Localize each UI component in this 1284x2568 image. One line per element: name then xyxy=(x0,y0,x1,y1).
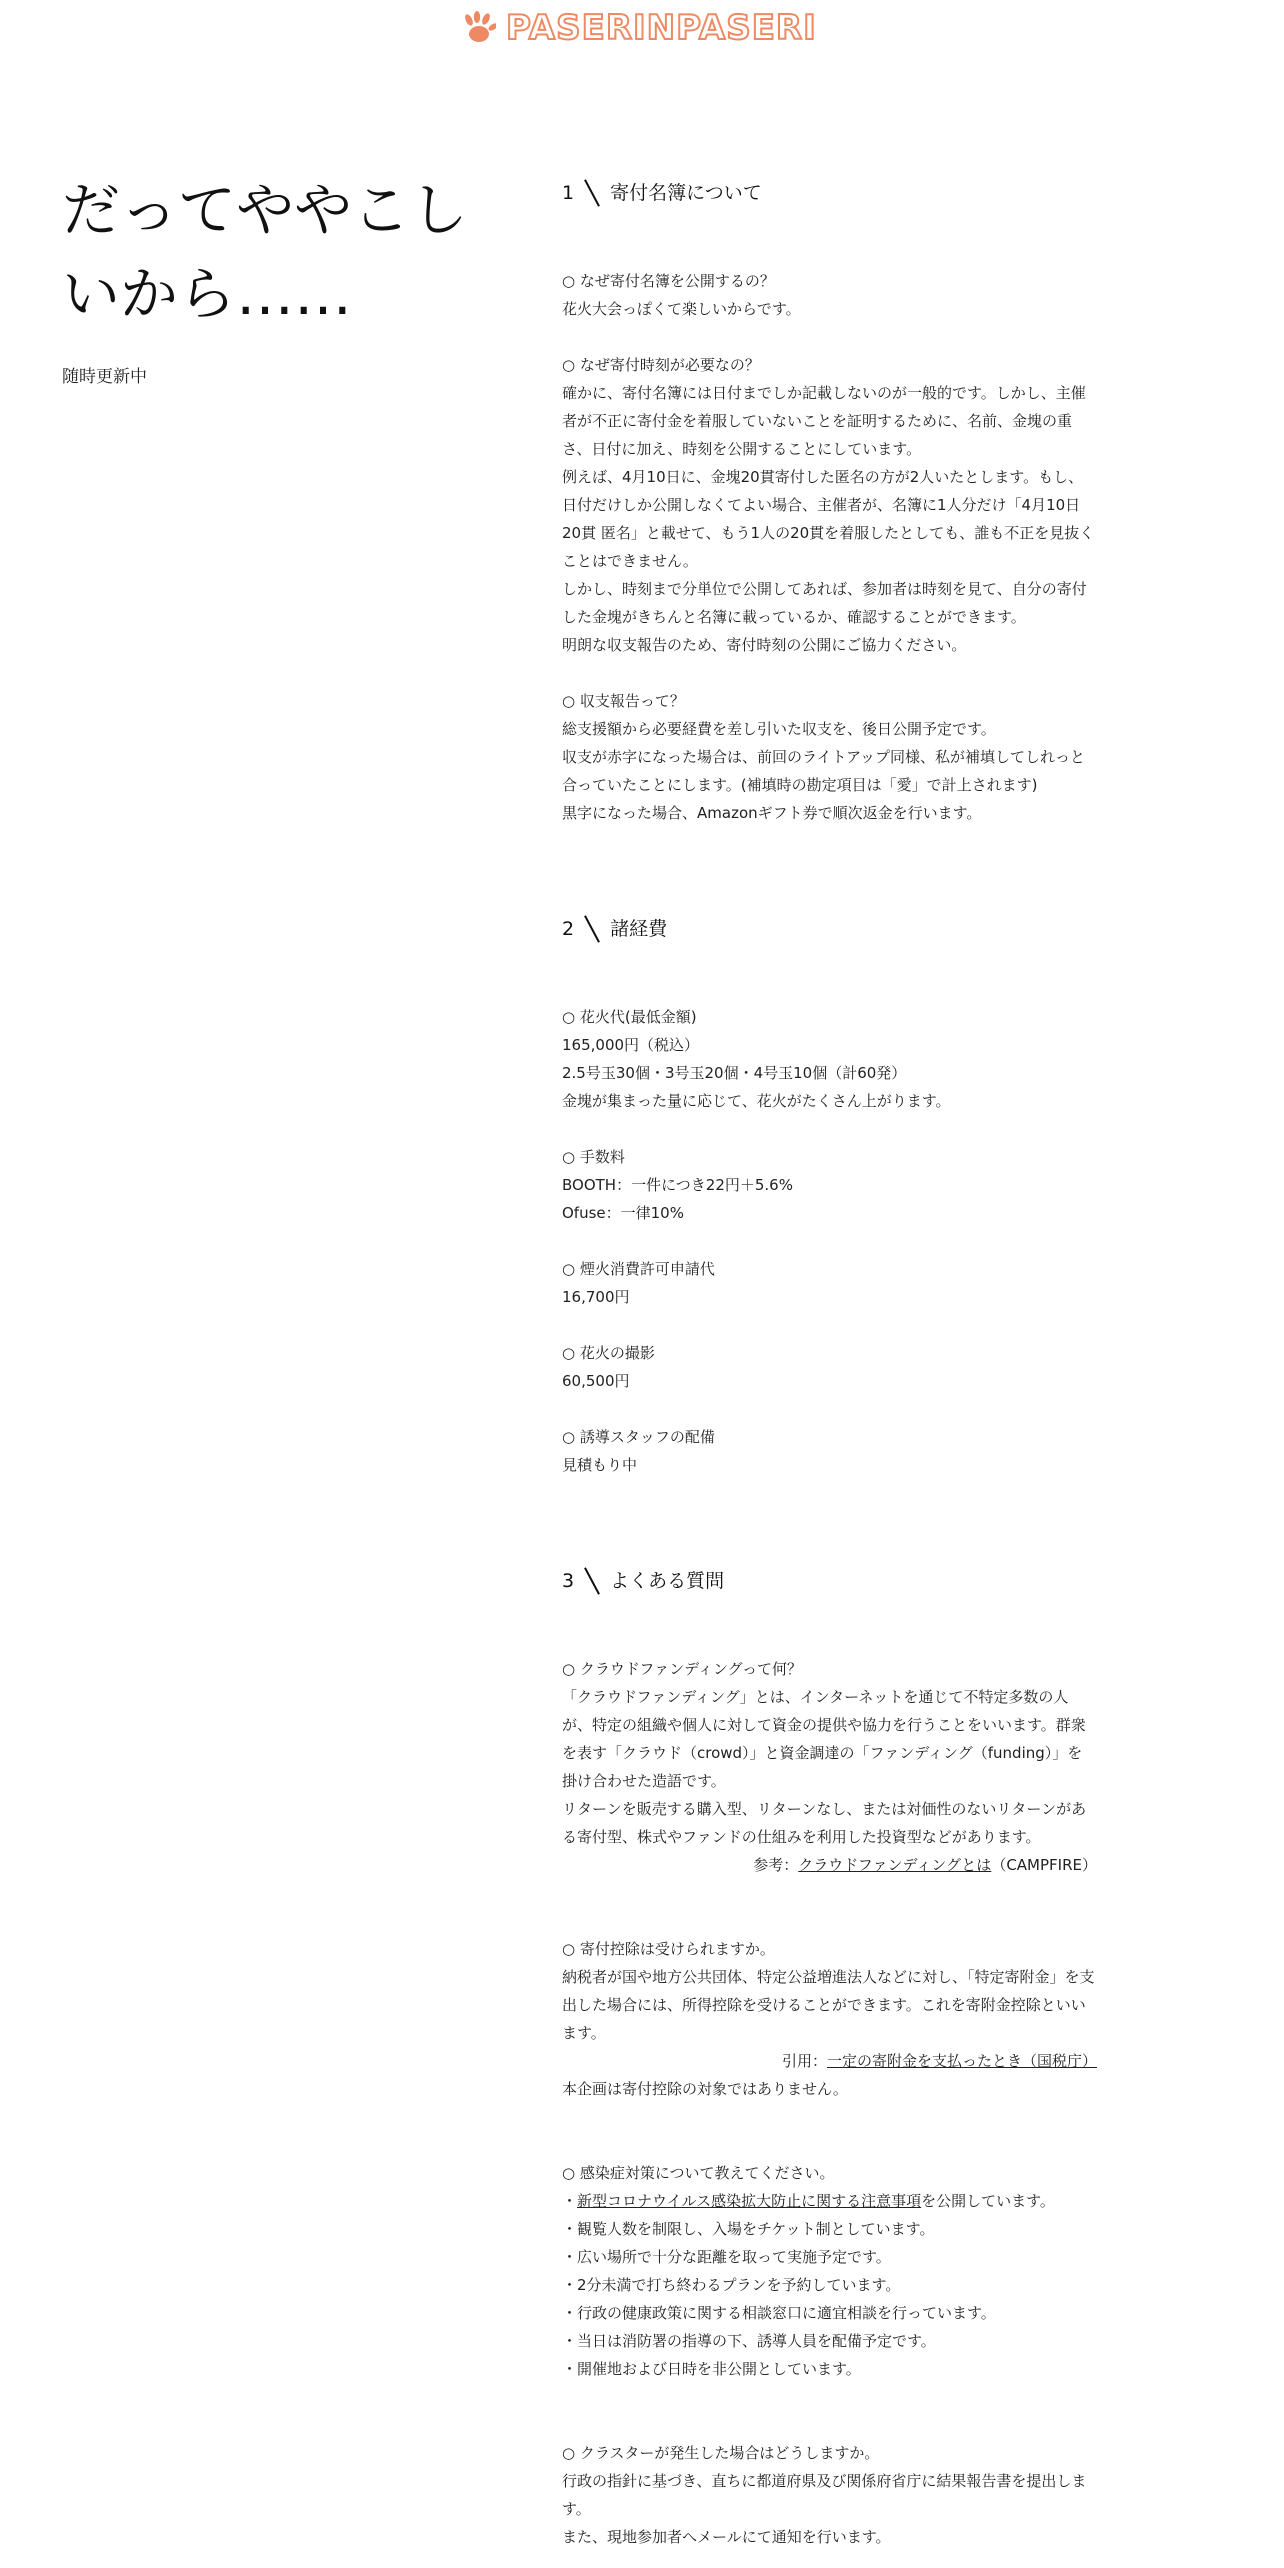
question: ○ 感染症対策について教えてください。 xyxy=(562,2164,835,2182)
section-heading-1 xyxy=(562,175,1097,211)
list-item: ・当日は消防署の指導の下、誘導人員を配備予定です。 xyxy=(562,2332,936,2350)
list-item: ・観覧人数を制限し、入場をチケット制としています。 xyxy=(562,2220,935,2238)
answer-text: 確かに、寄付名簿には日付までしか記載しないのが一般的です。しかし、主催者が不正に寄付金を着服していないことを証明するために、名前、金塊の重さ、日付に加え、時刻を公開することにしています。 xyxy=(562,384,1086,458)
section-number: 2 xyxy=(562,918,575,940)
list-item xyxy=(562,2187,1097,2215)
section-number: 1 xyxy=(562,182,575,204)
list-item: ・広い場所で十分な距離を取って実施予定です。 xyxy=(562,2248,891,2266)
slash-icon xyxy=(584,916,600,942)
expense-detail: 金塊が集まった量に応じて、花火がたくさん上がります。 xyxy=(562,1092,951,1110)
answer-text: しかし、時刻まで分単位で公開してあれば、参加者は時刻を見て、自分の寄付した金塊がきちんと名簿に載っているか、確認することができます。 xyxy=(562,580,1087,626)
section-title: 寄付名簿について xyxy=(610,182,762,204)
section-heading-3 xyxy=(562,1563,1097,1599)
answer-text: また、現地参加者へメールにて通知を行います。 xyxy=(562,2528,891,2546)
site-logo[interactable] xyxy=(462,8,817,48)
logo-text: PASERINPASERI xyxy=(506,8,817,48)
page-intro xyxy=(62,168,492,387)
slash-icon xyxy=(584,180,600,206)
expense-item: ○ 花火代(最低金額) xyxy=(562,1008,697,1026)
question: ○ 寄付控除は受けられますか。 xyxy=(562,1940,775,1958)
reference-line xyxy=(562,2047,1097,2075)
section-number: 3 xyxy=(562,1570,575,1592)
section-title: 諸経費 xyxy=(610,918,668,940)
reference-prefix: 引用： xyxy=(781,2052,827,2070)
expense-detail: Ofuse：一律10% xyxy=(562,1204,684,1222)
answer-text: 総支援額から必要経費を差し引いた収支を、後日公開予定です。 xyxy=(562,720,996,738)
expense-item: ○ 花火の撮影 xyxy=(562,1344,655,1362)
answer-text: 明朗な収支報告のため、寄付時刻の公開にご協力ください。 xyxy=(562,636,967,654)
covid-notice-link[interactable]: 新型コロナウイルス感染拡大防止に関する注意事項 xyxy=(577,2192,922,2210)
update-status: 随時更新中 xyxy=(62,367,147,387)
expense-item: ○ 手数料 xyxy=(562,1148,625,1166)
answer-text: 例えば、4月10日に、金塊20貫寄付した匿名の方が2人いたとします。もし、日付だけしか公開しなくてよい場合、主催者が、名簿に1人分だけ「4月10日 20貫 匿名」と載せて、もう1人の20貫を着服したとしても、誰も不正を見抜くことはできません。 xyxy=(562,468,1095,570)
question: ○ なぜ寄付名簿を公開するの？ xyxy=(562,272,775,290)
answer-text: 本企画は寄付控除の対象ではありません。 xyxy=(562,2080,848,2098)
expense-detail: BOOTH：一件につき22円＋5.6% xyxy=(562,1176,793,1194)
answer-text: 「クラウドファンディング」とは、インターネットを通じて不特定多数の人が、特定の組織や個人に対して資金の提供や協力を行うことをいいます。群衆を表す「クラウド（crowd）」と資金調達の「ファンディング（funding）」を掛け合わせた造語です。 xyxy=(562,1688,1086,1790)
expense-item: ○ 煙火消費許可申請代 xyxy=(562,1260,715,1278)
campfire-link[interactable]: クラウドファンディングとは xyxy=(798,1856,992,1874)
list-item-suffix: を公開しています。 xyxy=(921,2192,1055,2210)
list-item: ・2分未満で打ち終わるプランを予約しています。 xyxy=(562,2276,901,2294)
answer-text: 行政の指針に基づき、直ちに都道府県及び関係府省庁に結果報告書を提出します。 xyxy=(562,2472,1087,2518)
expense-detail: 60,500円 xyxy=(562,1372,630,1390)
list-item: ・行政の健康政策に関する相談窓口に適宜相談を行っています。 xyxy=(562,2304,996,2322)
reference-suffix: （CAMPFIRE） xyxy=(991,1856,1097,1874)
slash-icon xyxy=(584,1568,600,1594)
section-title: よくある質問 xyxy=(610,1570,725,1592)
expense-detail: 165,000円（税込） xyxy=(562,1036,700,1054)
reference-line xyxy=(562,1851,1097,1879)
section-heading-2 xyxy=(562,911,1097,947)
answer-text: 黒字になった場合、Amazonギフト券で順次返金を行います。 xyxy=(562,804,982,822)
reference-prefix: 参考： xyxy=(753,1856,799,1874)
site-header xyxy=(0,8,1284,48)
expense-item: ○ 誘導スタッフの配備 xyxy=(562,1428,715,1446)
answer-text: 納税者が国や地方公共団体、特定公益増進法人などに対し、「特定寄附金」を支出した場合には、所得控除を受けることができます。これを寄附金控除といいます。 xyxy=(562,1968,1095,2042)
hand-icon xyxy=(462,11,496,45)
list-item: ・開催地および日時を非公開としています。 xyxy=(562,2360,861,2378)
answer-text: 収支が赤字になった場合は、前回のライトアップ同様、私が補填してしれっと合っていたことにします。(補填時の勘定項目は「愛」で計上されます) xyxy=(562,748,1086,794)
question: ○ 収支報告って？ xyxy=(562,692,685,710)
nta-link[interactable]: 一定の寄附金を支払ったとき（国税庁） xyxy=(826,2052,1097,2070)
expense-detail: 見積もり中 xyxy=(562,1456,638,1474)
expense-detail: 2.5号玉30個・3号玉20個・4号玉10個（計60発） xyxy=(562,1064,907,1082)
main-content xyxy=(562,175,1097,2551)
bullet: ・ xyxy=(562,2192,578,2210)
answer-text: リターンを販売する購入型、リターンなし、または対価性のないリターンがある寄付型、株式やファンドの仕組みを利用した投資型などがあります。 xyxy=(562,1800,1087,1846)
page-title: だってややこしいから…… xyxy=(62,176,469,328)
expense-detail: 16,700円 xyxy=(562,1288,630,1306)
question: ○ クラウドファンディングって何？ xyxy=(562,1660,803,1678)
question: ○ なぜ寄付時刻が必要なの？ xyxy=(562,356,760,374)
answer-text: 花火大会っぽくて楽しいからです。 xyxy=(562,300,801,318)
question: ○ クラスターが発生した場合はどうしますか。 xyxy=(562,2444,880,2462)
